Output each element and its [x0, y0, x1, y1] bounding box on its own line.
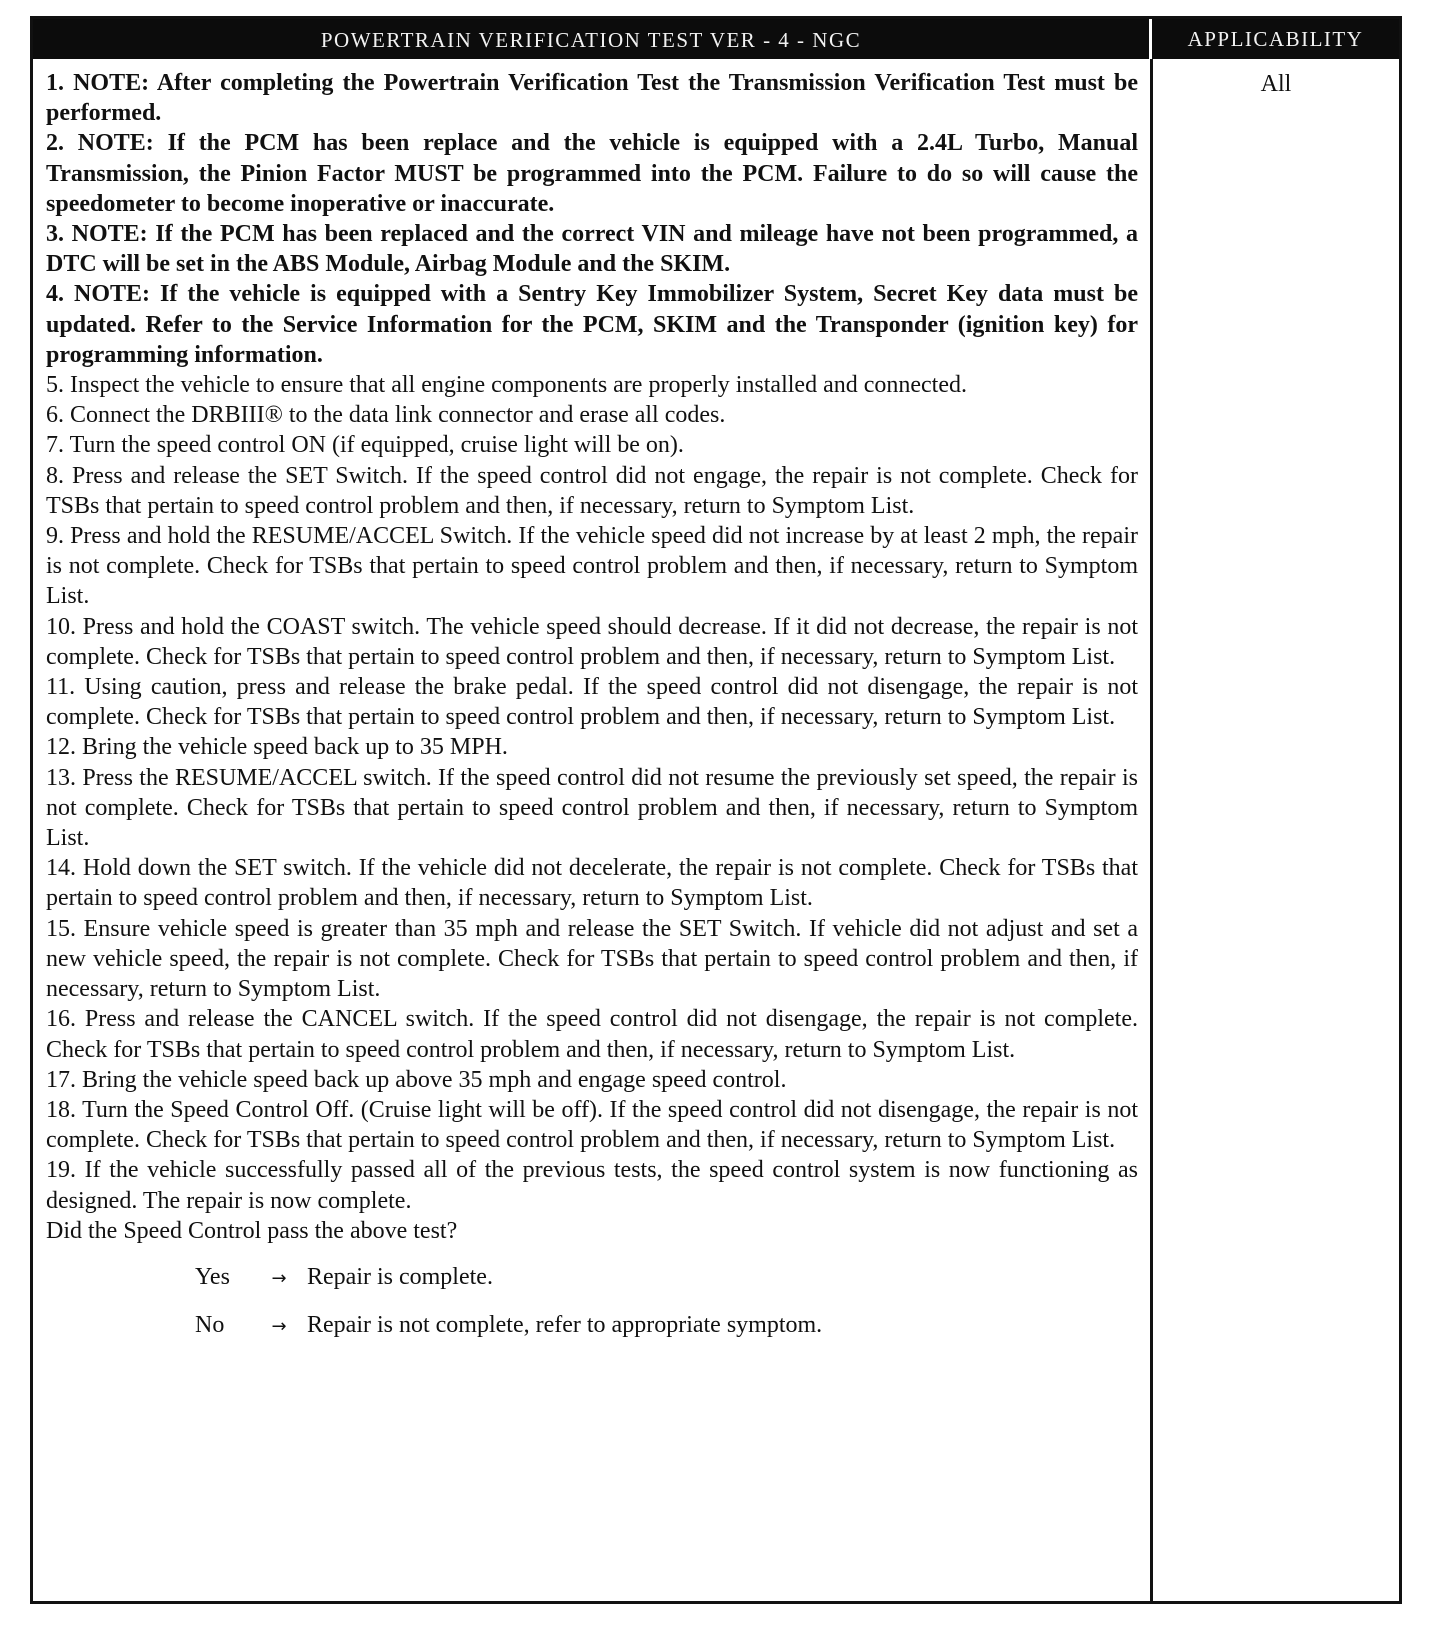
test-step: 15. Ensure vehicle speed is greater than 35 mph and release the SET Switch. If vehicle did not adjust and set a new vehicle speed, the repair is not complete. Check for TSBs that pertain to speed control problem and then, if necessary, return to Symptom List. — [46, 915, 1138, 1003]
test-step: 2. NOTE: If the PCM has been replace and the vehicle is equipped with a 2.4L Turbo, Manual Transmission, the Pinion Factor MUST be programmed into the PCM. Failure to do so will cause the speedometer to become inoperative or inaccurate. — [46, 130, 1138, 217]
test-step: 7. Turn the speed control ON (if equipped, cruise light will be on). — [46, 432, 684, 459]
test-step: 14. Hold down the SET switch. If the vehicle did not decelerate, the repair is not complete. Check for TSBs that pertain to speed control problem and then, if necessary, return to Symptom List. — [46, 855, 1138, 912]
test-step: 17. Bring the vehicle speed back up above 35 mph and engage speed control. — [46, 1066, 787, 1093]
test-step: 16. Press and release the CANCEL switch. If the speed control did not disengage, the repair is not complete. Check for TSBs that pertain to speed control problem and then, if necessary, return to Symptom List. — [46, 1006, 1138, 1063]
applicability-value: All — [1260, 71, 1292, 97]
test-step: 13. Press the RESUME/ACCEL switch. If the speed control did not resume the previously set speed, the repair is not complete. Check for TSBs that pertain to speed control problem and then, if necessary, return to Symptom List. — [46, 764, 1138, 852]
answer-no-result: Repair is not complete, refer to appropriate symptom. — [307, 1311, 823, 1338]
test-step: 10. Press and hold the COAST switch. The vehicle speed should decrease. If it did not decrease, the repair is not complete. Check for TSBs that pertain to speed control problem and then, if necessary, return to Symptom List. — [46, 613, 1138, 670]
arrow-right-icon: → — [271, 1267, 287, 1289]
answer-yes-result: Repair is complete. — [307, 1263, 493, 1290]
test-step: 11. Using caution, press and release the brake pedal. If the speed control did not disengage, the repair is not complete. Check for TSBs that pertain to speed control problem and then, if necessary, return to Symptom List. — [46, 674, 1138, 731]
arrow-right-icon: → — [271, 1315, 287, 1337]
answer-no-label: No — [195, 1311, 225, 1338]
steps-list — [46, 68, 1138, 1216]
test-step: 4. NOTE: If the vehicle is equipped with a Sentry Key Immobilizer System, Secret Key data must be updated. Refer to the Service Information for the PCM, SKIM and the Transponder (ignition key) for programming information. — [46, 281, 1138, 368]
column-divider — [1150, 59, 1153, 1601]
test-step: 12. Bring the vehicle speed back up to 35 MPH. — [46, 734, 508, 761]
answer-list — [46, 1262, 1138, 1358]
test-step: 9. Press and hold the RESUME/ACCEL Switch. If the vehicle speed did not increase by at least 2 mph, the repair is not complete. Check for TSBs that pertain to speed control problem and then, if necessary, return to Symptom List. — [46, 523, 1138, 610]
verification-test-table — [30, 16, 1402, 1604]
test-step: 6. Connect the DRBIII® to the data link connector and erase all codes. — [46, 402, 726, 429]
applicability-header: APPLICABILITY — [1149, 19, 1399, 59]
table-header — [33, 19, 1399, 59]
test-step: 5. Inspect the vehicle to ensure that all engine components are properly installed and connected. — [46, 372, 967, 399]
answer-yes-label: Yes — [195, 1263, 230, 1290]
test-step: 8. Press and release the SET Switch. If the speed control did not engage, the repair is not complete. Check for TSBs that pertain to speed control problem and then, if necessary, return to Symptom List. — [46, 462, 1138, 519]
test-step: 18. Turn the Speed Control Off. (Cruise light will be off). If the speed control did not disengage, the repair is not complete. Check for TSBs that pertain to speed control problem and then, if necessary, return to Symptom List. — [46, 1096, 1138, 1154]
test-step: 3. NOTE: If the PCM has been replaced and the correct VIN and mileage have not been programmed, a DTC will be set in the ABS Module, Airbag Module and the SKIM. — [46, 221, 1138, 278]
test-step: 1. NOTE: After completing the Powertrain Verification Test the Transmission Verification Test must be performed. — [46, 70, 1138, 127]
test-steps — [46, 68, 1138, 1358]
test-title: POWERTRAIN VERIFICATION TEST VER - 4 - NGC — [320, 28, 862, 52]
test-question: Did the Speed Control pass the above test? — [46, 1217, 458, 1244]
answer-yes — [46, 1262, 1138, 1310]
test-step: 19. If the vehicle successfully passed all of the previous tests, the speed control system is now functioning as designed. The repair is now complete. — [46, 1157, 1138, 1214]
answer-no — [46, 1310, 1138, 1358]
